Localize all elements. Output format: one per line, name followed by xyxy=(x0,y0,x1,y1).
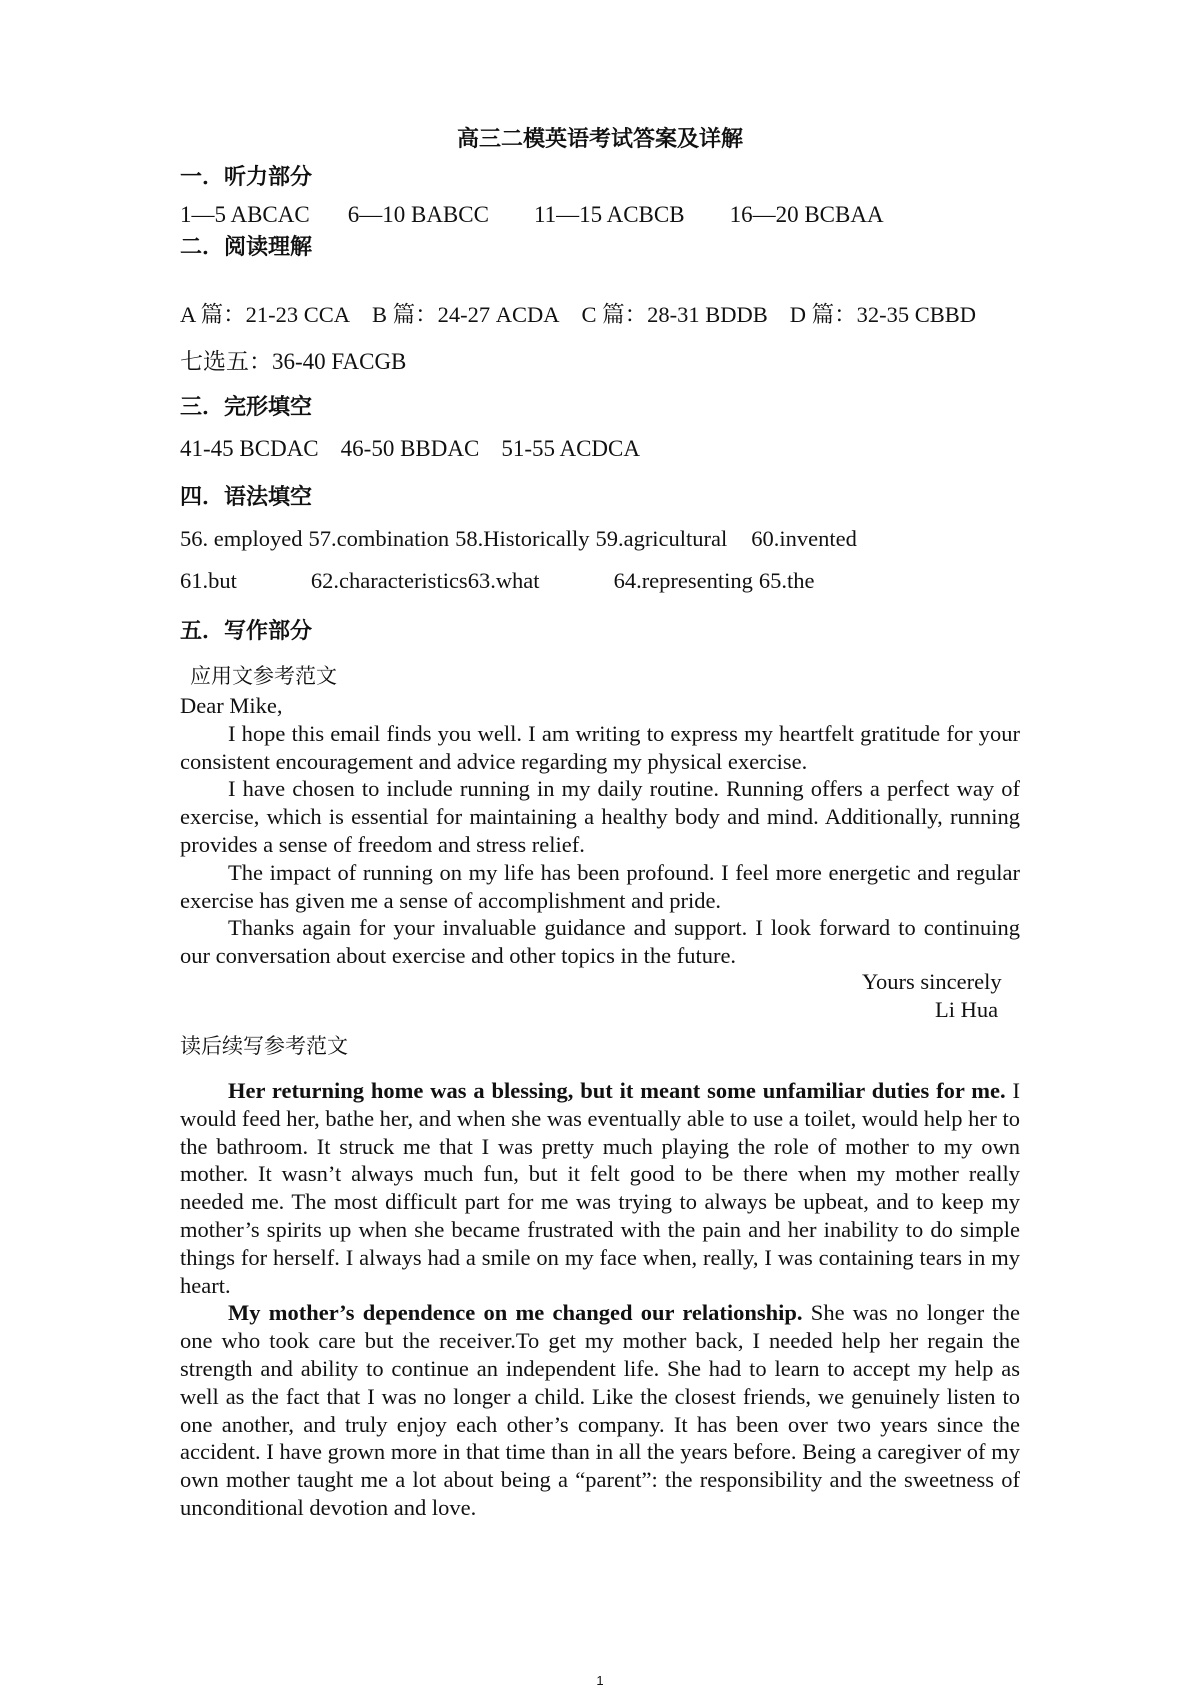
essay-body: She was no longer the one who took care but the receiver.To get my mother back, I needed help her regain the strength and ability to continue an independent life. She had to learn to accept my help as well as the fact that I was no longer a child. Like the closest friends, we genuinely listen to one another, and truly enjoy each other’s company. It has been over two years since the accident. I have grown more in that time than in all the years before. Being a caregiver of my own mother taught me a lot about being a “parent”: the responsibility and the sweetness of unconditional devotion and love. xyxy=(180,1300,1020,1520)
answer-group: 51-55 ACDCA xyxy=(501,436,640,461)
continuation-writing-label: 读后续写参考范文 xyxy=(180,1034,348,1058)
continuation-essay xyxy=(180,1077,1020,1522)
section-heading-writing: 五．写作部分 xyxy=(180,619,313,644)
cloze-answers xyxy=(180,436,640,462)
answer-item: 63.what xyxy=(467,568,540,593)
answer-item: 56. employed xyxy=(180,526,303,551)
answer-item: 59.agricultural xyxy=(595,526,728,551)
grammar-answers-row2 xyxy=(180,568,815,594)
grammar-answers-row1 xyxy=(180,526,857,552)
answer-group: 41-45 BCDAC xyxy=(180,436,319,461)
answer-item: 57.combination xyxy=(308,526,450,551)
answer-item: 60.invented xyxy=(751,526,857,551)
essay-paragraph xyxy=(180,1077,1020,1299)
section-heading-listening: 一．听力部分 xyxy=(180,165,313,190)
section-heading-grammar: 四．语法填空 xyxy=(180,485,313,510)
answer-item: 58.Historically xyxy=(455,526,590,551)
letter-signature: Li Hua xyxy=(935,997,999,1022)
answer-group: 46-50 BBDAC xyxy=(340,436,480,461)
answer-item: 64.representing xyxy=(613,568,753,593)
section-heading-cloze: 三．完形填空 xyxy=(180,395,313,420)
letter-paragraph: The impact of running on my life has been profound. I feel more energetic and regular exercise has given me a sense of accomplishment and pride. xyxy=(180,859,1020,913)
answer-group: 16—20 BCBAA xyxy=(729,202,884,227)
answer-group: C 篇：28-31 BDDB xyxy=(581,302,768,327)
answer-item: 61.but xyxy=(180,568,237,593)
letter-closing: Yours sincerely xyxy=(862,969,1002,994)
application-writing-label: 应用文参考范文 xyxy=(190,664,337,688)
answer-group: B 篇：24-27 ACDA xyxy=(372,302,560,327)
section-heading-reading: 二．阅读理解 xyxy=(180,235,313,260)
letter-salutation: Dear Mike, xyxy=(180,693,283,718)
reading-answers xyxy=(180,297,976,329)
answer-group: D 篇：32-35 CBBD xyxy=(789,302,977,327)
seven-choose-five-answers: 七选五：36-40 FACGB xyxy=(180,349,407,374)
answer-group: A 篇：21-23 CCA xyxy=(180,302,351,327)
answer-item: 62.characteristics xyxy=(310,568,468,593)
essay-paragraph xyxy=(180,1299,1020,1521)
answer-group: 11—15 ACBCB xyxy=(533,202,685,227)
listening-answers xyxy=(180,202,884,228)
answer-item: 65.the xyxy=(758,568,815,593)
page-title: 高三二模英语考试答案及详解 xyxy=(456,127,743,152)
letter-paragraph: I hope this email finds you well. I am writing to express my heartfelt gratitude for your consistent encouragement and advice regarding my physical exercise. xyxy=(180,720,1020,774)
answer-group: 6—10 BABCC xyxy=(347,202,489,227)
essay-lead-sentence: Her returning home was a blessing, but it meant some unfamiliar duties for me. xyxy=(228,1078,1006,1103)
letter-paragraph: Thanks again for your invaluable guidance and support. I look forward to continuing our conversation about exercise and other topics in the future. xyxy=(180,915,1020,969)
page-number: 1 xyxy=(596,1673,604,1688)
letter-paragraph: I have chosen to include running in my daily routine. Running offers a perfect way of exercise, which is essential for maintaining a healthy body and mind. Additionally, running provides a sense of freedom and stress relief. xyxy=(180,776,1020,857)
essay-lead-sentence: My mother’s dependence on me changed our relationship. xyxy=(228,1300,803,1326)
answer-group: 1—5 ABCAC xyxy=(180,202,310,227)
essay-body: I would feed her, bathe her, and when she was eventually able to use a toilet, would help her to the bathroom. It struck me that I was pretty much playing the role of mother to my own mother. It wasn’t always much fun, but it felt good to be there when my mother really needed me. The most difficult part for me was trying to always be upbeat, and to keep my mother’s spirits up when she became frustrated with the pain and her inability to do simple things for herself. I always had a smile on my face when, really, I was containing tears in my heart. xyxy=(180,1078,1021,1298)
letter xyxy=(180,692,1020,970)
